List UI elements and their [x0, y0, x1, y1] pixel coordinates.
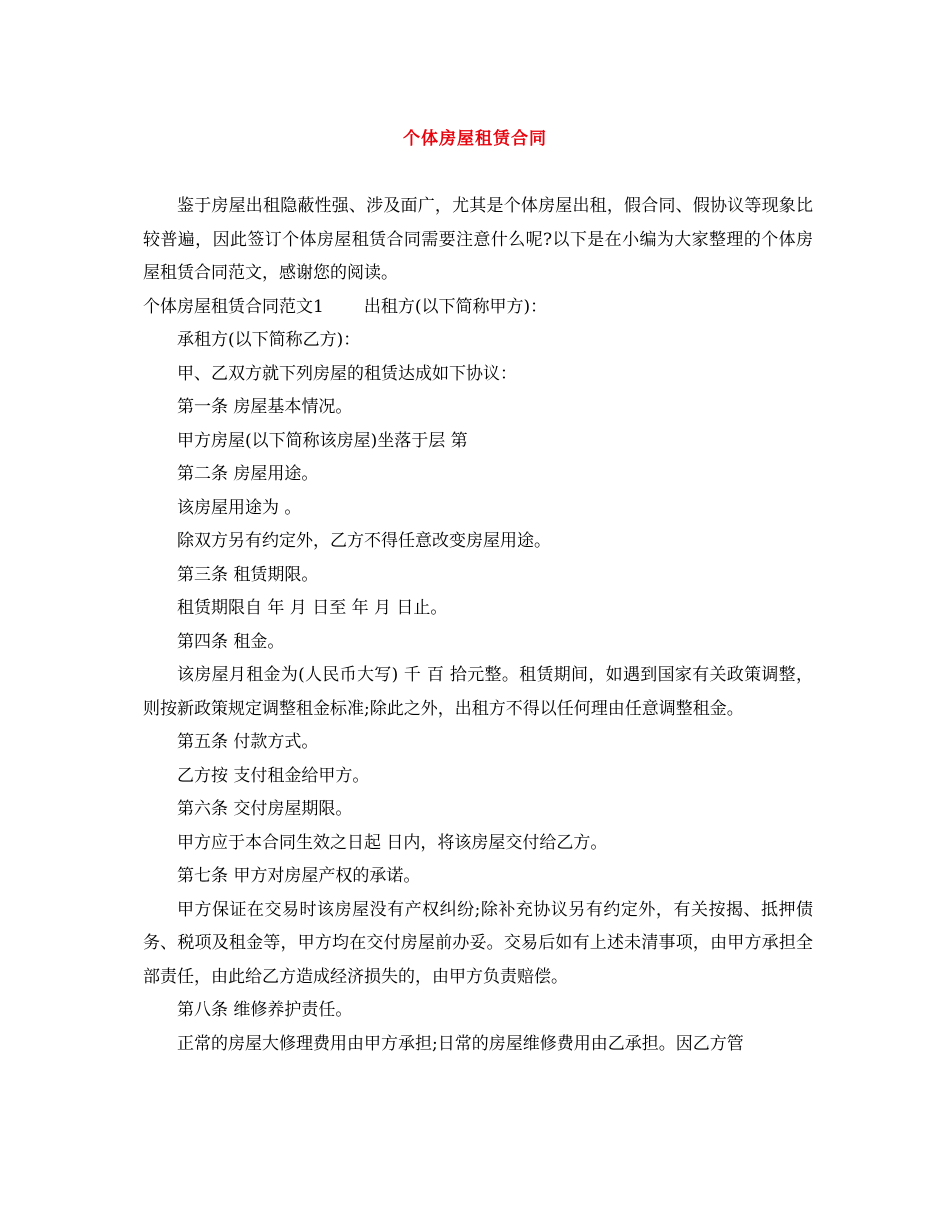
article-5-body: 乙方按 支付租金给甲方。 — [177, 765, 370, 786]
section-heading: 个体房屋租赁合同范文1 — [143, 296, 324, 317]
article-6-body: 甲方应于本合同生效之日起 日内，将该房屋交付给乙方。 — [177, 832, 608, 853]
article-1-body: 甲方房屋(以下简称该房屋)坐落于层 第 — [177, 430, 468, 451]
article-4-heading: 第四条 租金。 — [177, 631, 285, 652]
article-3-heading: 第三条 租赁期限。 — [177, 564, 319, 585]
article-2-heading: 第二条 房屋用途。 — [177, 464, 319, 484]
article-3-body: 租赁期限自 年 月 日至 年 月 日止。 — [177, 598, 448, 618]
article-2-body: 该房屋用途为 。 — [177, 497, 302, 518]
article-7-body: 甲方保证在交易时该房屋没有产权纠纷;除补充协议另有约定外，有关按揭、抵押债务、税项及租金等，甲方均在交付房屋前办妥。交易后如有上述未清事项，由甲方承担全部责任，由此给乙方造成经济损失的，由甲方负责赔偿。 — [143, 899, 813, 987]
article-7-heading: 第七条 甲方对房屋产权的承诺。 — [177, 866, 421, 886]
document-body — [143, 190, 813, 1061]
article-6-heading: 第六条 交付房屋期限。 — [177, 799, 353, 819]
article-2-body-2: 除双方另有约定外，乙方不得任意改变房屋用途。 — [177, 531, 551, 551]
article-1-heading: 第一条 房屋基本情况。 — [177, 397, 353, 417]
lessee-line: 承租方(以下简称乙方)： — [177, 330, 361, 350]
intro-paragraph: 鉴于房屋出租隐蔽性强、涉及面广，尤其是个体房屋出租，假合同、假协议等现象比较普遍，因此签订个体房屋租赁合同需要注意什么呢?以下是在小编为大家整理的个体房屋租赁合同范文，感谢您的阅读。 — [143, 196, 813, 283]
article-8-body: 正常的房屋大修理费用由甲方承担;日常的房屋维修费用由乙承担。因乙方管 — [177, 1033, 744, 1054]
article-8-heading: 第八条 维修养护责任。 — [177, 1000, 353, 1020]
article-4-body: 该房屋月租金为(人民币大写) 千 百 拾元整。租赁期间，如遇到国家有关政策调整，则按新政策规定调整租金标准;除此之外，出租方不得以任何理由任意调整租金。 — [143, 665, 813, 719]
lessor-line: 出租方(以下简称甲方)： — [363, 296, 548, 317]
document-title: 个体房屋租赁合同 — [403, 129, 547, 149]
article-5-heading: 第五条 付款方式。 — [177, 732, 319, 752]
section-heading-line — [143, 291, 813, 325]
agreement-line: 甲、乙双方就下列房屋的租赁达成如下协议： — [177, 363, 517, 384]
